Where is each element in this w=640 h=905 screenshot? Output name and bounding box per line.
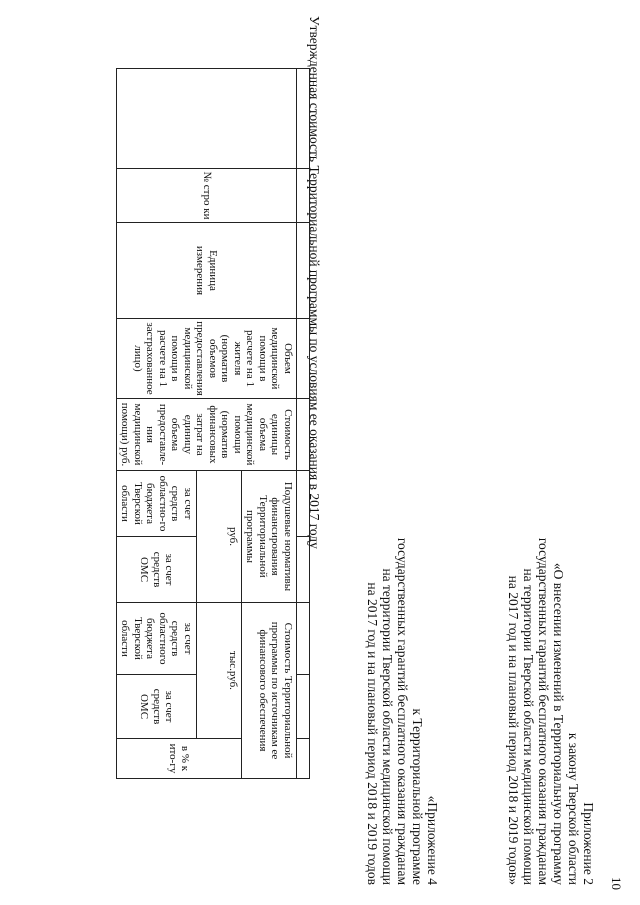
appendix-4-line: «Приложение 4 xyxy=(425,795,440,885)
appendix-4-line: к Территориальной программе xyxy=(410,708,425,885)
table-cell-empty xyxy=(297,319,310,399)
header-row-number: № стро ки xyxy=(117,169,297,223)
header-per-capita: Подушевые нормативы финансирования Территориальной программы xyxy=(242,471,297,603)
header-per-capita-oms: за счет средств ОМС xyxy=(117,537,197,603)
header-unit-cost: Стоимость единицы объема медицинской помощи (норматив финансовых затрат на единицу объема предоставле-ния медицинской помощи) руб. xyxy=(117,399,297,471)
appendix-2-header xyxy=(506,90,596,885)
header-volume: Объем медицинской помощи в расчете на 1 жителя (норматив объемов предоставления медицинской помощи в расчете на 1 застрахованное лицо) xyxy=(117,319,297,399)
table-cell-empty xyxy=(297,739,310,779)
appendix-2-line: на 2017 год и на плановый период 2018 и 2019 годов» xyxy=(506,575,521,885)
table-cell-empty xyxy=(297,537,310,603)
header-total-oms: за счет средств ОМС xyxy=(117,675,197,739)
header-total-unit: тыс.руб. xyxy=(197,603,242,739)
appendix-2-line: Приложение 2 xyxy=(581,802,596,885)
appendix-4-line: на 2017 год и на плановый период 2018 и 2019 годов xyxy=(365,582,380,885)
header-total-cost: Стоимость Территориальной программы по источникам ее финансового обеспечения xyxy=(242,603,297,779)
header-per-capita-unit: руб. xyxy=(197,471,242,603)
table-cell-empty xyxy=(297,169,310,223)
header-total-budget: за счет средств областного бюджета Тверской области xyxy=(117,603,197,675)
table-header-row xyxy=(242,69,297,779)
header-blank xyxy=(117,69,297,169)
header-per-capita-budget: за счет средств областно-го бюджета Тверской области xyxy=(117,471,197,537)
table-title: Утвержденная стоимость Территориальной программы по условиям ее оказания в 2017 году xyxy=(307,16,322,549)
header-unit: Единица измерения xyxy=(117,223,297,319)
appendix-4-header xyxy=(365,90,440,885)
appendix-2-line: на территории Тверской области медицинской помощи xyxy=(521,568,536,885)
table-cell-empty xyxy=(297,603,310,675)
cost-table xyxy=(116,68,310,779)
appendix-4-line: государственных гарантий бесплатного оказания гражданам xyxy=(395,537,410,885)
appendix-2-line: к закону Тверской области xyxy=(566,732,581,885)
appendix-2-line: «О внесении изменений в Территориальную программу xyxy=(551,562,566,885)
header-percent: в % к ито-гу xyxy=(117,739,242,779)
table-cell-empty xyxy=(297,399,310,471)
page-number: 10 xyxy=(609,877,624,890)
table-top-row xyxy=(297,69,310,779)
table-cell-empty xyxy=(297,471,310,537)
table-cell-empty xyxy=(297,69,310,169)
table-cell-empty xyxy=(297,675,310,739)
appendix-4-line: на территории Тверской области медицинской помощи xyxy=(380,568,395,885)
appendix-2-line: государственных гарантий бесплатного оказания гражданам xyxy=(536,537,551,885)
table-cell-empty xyxy=(297,223,310,319)
